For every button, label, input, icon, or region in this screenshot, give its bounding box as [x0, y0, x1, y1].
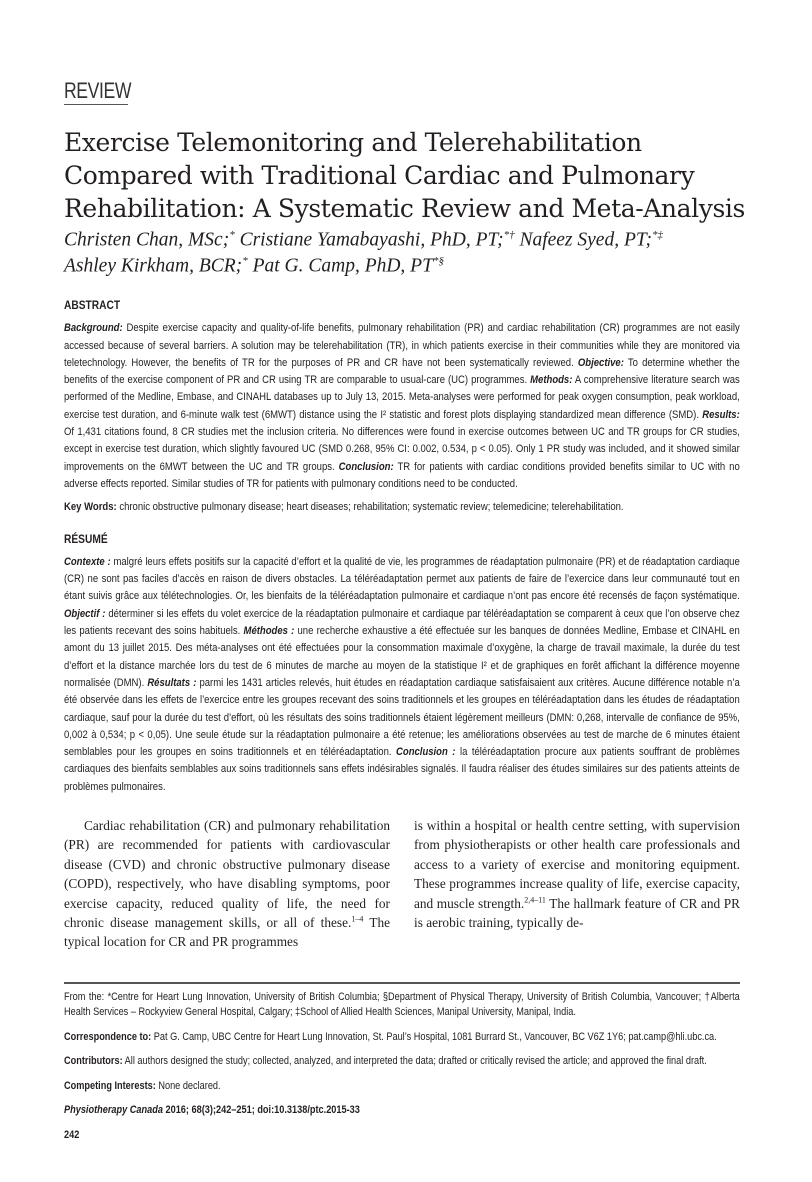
- contributors-text: All authors designed the study; collected, analyzed, and interpreted the data; drafted or critically revised the article; and approved the final draft.: [122, 1055, 707, 1068]
- abstract-body: [64, 320, 740, 493]
- contributors: [64, 1054, 740, 1070]
- keywords: [64, 499, 740, 516]
- abstract-label: Background:: [64, 322, 123, 335]
- body-text: Cardiac rehabilitation (CR) and pulmonary rehabilitation (PR) are recommended for patients with cardiovascular disease (CVD) and chronic obstructive pulmonary disease (COPD), respectively, who have disabling symptoms, poor exercise capacity, reduced quality of life, the need for chronic disease management skills, or all of these.: [64, 818, 390, 931]
- journal-citation: [64, 1103, 740, 1119]
- title-line: Compared with Traditional Cardiac and Pulmonary: [64, 161, 695, 190]
- competing-label: Competing Interests:: [64, 1079, 156, 1092]
- resume-label: Méthodes :: [243, 625, 295, 638]
- page-number-text: 242: [64, 1128, 80, 1141]
- resume-text: la téléréadaptation procure aux patients souffrant de problèmes cardiaques des bienfaits semblables aux soins traditionnels sans effets indésirables signalés. Il faudra réaliser des études similaires sur des patients atteints de problèmes pulmonaires.: [64, 746, 740, 793]
- resume-text: déterminer si les effets du volet exercice de la réadaptation pulmonaire et cardiaque par téléréadaptation se comparent à ceux que l’on observe chez les patients recevant des soins habituels.: [64, 607, 740, 638]
- resume-heading: RÉSUMÉ: [64, 531, 108, 546]
- resume-label: Objectif :: [64, 607, 106, 620]
- title-line: Exercise Telemonitoring and Telerehabilitation: [64, 128, 642, 157]
- resume-body: [64, 554, 740, 796]
- resume-text: malgré leurs effets positifs sur la capacité d’effort et la qualité de vie, les programmes de réadaptation pulmonaire (PR) et de réadaptation cardiaque (CR) ne sont pas faciles d’accès en raison de divers obstacles. La téléréadaptation permet aux patients de faire de l’exercice dans leur communauté tout en étant suivis grâce aux télétechnologies. Or, les bienfaits de la téléréadaptation pulmonaire et cardiaque n’ont pas encore été recensés de façon systématique.: [64, 555, 740, 603]
- correspondence-text: Pat G. Camp, UBC Centre for Heart Lung Innovation, St. Paul’s Hospital, 1081 Burrard St., Vancouver, BC V6Z 1Y6; pat.camp@hli.ubc.ca.: [151, 1030, 717, 1043]
- affiliation-mark: *: [242, 254, 248, 267]
- contributors-label: Contributors:: [64, 1055, 123, 1068]
- citation-ref: 1–4: [351, 914, 364, 924]
- body-text: The typical location for CR and PR programmes: [64, 915, 390, 950]
- body-text: The hallmark feature of CR and PR is aerobic training, typically de-: [414, 895, 740, 931]
- page-number: [64, 1128, 740, 1144]
- abstract-heading: ABSTRACT: [64, 298, 121, 312]
- correspondence-label: Correspondence to:: [64, 1030, 152, 1043]
- affiliations: From the: *Centre for Heart Lung Innovation, University of British Columbia; §Department of Physical Therapy, University of British Columbia, Vancouver; †Alberta Health Services – Rockyview General Hospital, Calgary; ‡School of Allied Health Sciences, Manipal University, Manipal, India.: [64, 990, 740, 1019]
- abstract-text: To determine whether the benefits of the exercise component of PR and CR using TR are comparable to usual-care (UC) programmes.: [64, 356, 740, 387]
- title-line: Rehabilitation: A Systematic Review and Meta-Analysis: [64, 194, 745, 223]
- resume-label: Résultats :: [147, 676, 197, 689]
- citation-ref: 2,4–11: [524, 895, 546, 905]
- abstract-text: A comprehensive literature search was performed of the Medline, Embase, and CINAHL databases up to July 13, 2015. Meta-analyses were performed for peak oxygen consumption, peak workload, exercise test duration, and 6-minute walk test (6MWT) distance using the I² statistic and forest plots displaying standardized mean difference (SMD).: [64, 374, 740, 421]
- footnote-divider: [64, 982, 740, 984]
- abstract-label: Objective:: [577, 356, 624, 369]
- author: Cristiane Yamabayashi, PhD, PT;: [234, 229, 504, 251]
- resume-text: parmi les 1431 articles relevés, huit études en réadaptation cardiaque satisfaisaient aux critères. Aucune différence notable n’a été observée dans les effets de l’exercice entre les groupes recevant des soins traditionnels et les groupes en téléréadaptation dans les études de réadaptation cardiaque, sauf pour la durée du test d’effort, où les résultats des soins traditionnels étaient légèrement meilleurs (DMN: 0,268, intervalle de confiance de 95%, 0,002 à 0,534; p < 0,05). Une seule étude sur la réadaptation pulmonaire a été retenue; les améliorations observées au test de marche de 6 minutes étaient semblables pour les groupes en soins traditionnels et en téléréadaptation.: [64, 676, 740, 759]
- affiliation-mark: *§: [432, 254, 444, 267]
- resume-text: une recherche exhaustive a été effectuée sur les banques de données Medline, Embase et CINAHL en amont du 13 juillet 2015. Des méta-analyses ont été effectuées pour la consommation maximale d’oxygène, la charge de travail maximale, la durée du test d’effort et la distance marchée lors du test de 6 minutes de marche au moyen de la statistique I² et de graphiques en forêt affichant la différence moyenne normalisée (DMN).: [64, 625, 740, 689]
- affiliation-mark: *†: [503, 229, 515, 241]
- keywords-label: Key Words:: [64, 501, 117, 514]
- author: Nafeez Syed, PT;: [514, 229, 652, 251]
- body-columns: [64, 816, 740, 952]
- abstract-text: Despite exercise capacity and quality-of-life benefits, pulmonary rehabilitation (PR) and cardiac rehabilitation (CR) programmes are not easily accessed because of several barriers. A solution may be telerehabilitation (TR), in which patients exercise in their communities while they are monitored via teletechnology. However, the benefits of TR for the purposes of PR and CR have not been systematically reviewed.: [64, 322, 740, 369]
- abstract-label: Methods:: [530, 374, 573, 387]
- journal-name: Physiotherapy Canada: [64, 1104, 163, 1117]
- footnotes: [64, 990, 740, 1144]
- author: Christen Chan, MSc;: [64, 229, 230, 251]
- body-column-left: [64, 816, 390, 952]
- abstract-label: Conclusion:: [338, 460, 394, 473]
- resume-label: Contexte :: [64, 555, 111, 568]
- correspondence: [64, 1030, 740, 1046]
- abstract-label: Results:: [702, 408, 740, 421]
- body-text: is within a hospital or health centre setting, with supervision from physiotherapists or other health care professionals and access to a variety of exercise and monitoring equipment. These programmes increase quality of life, exercise capacity, and muscle strength.: [414, 818, 740, 911]
- section-label: REVIEW: [64, 78, 132, 103]
- abstract-text: TR for patients with cardiac conditions provided benefits similar to UC with no adverse effects reported. Similar studies of TR for patients with pulmonary conditions need to be conducted.: [64, 460, 740, 490]
- author: Ashley Kirkham, BCR;: [64, 255, 243, 276]
- affiliation-mark: *‡: [651, 229, 663, 241]
- author: Pat G. Camp, PhD, PT: [247, 255, 433, 276]
- competing-text: None declared.: [155, 1079, 221, 1092]
- keywords-text: chronic obstructive pulmonary disease; heart diseases; rehabilitation; systematic review; telemedicine; telerehabilitation.: [116, 501, 624, 514]
- article-flow: [64, 0, 740, 1182]
- citation-text: 2016; 68(3);242–251; doi:10.3138/ptc.2015-33: [162, 1104, 360, 1117]
- resume-label: Conclusion :: [396, 746, 456, 759]
- abstract-text: Of 1,431 citations found, 8 CR studies met the inclusion criteria. No differences were found in exercise outcomes between UC and TR groups for CR studies, except in exercise test duration, which slightly favoured UC (SMD 0.268, 95% CI: 0.002, 0.534, p < 0.05). Only 1 PR study was included, and it showed similar improvements on the 6MWT between the UC and TR groups.: [64, 426, 740, 473]
- affiliation-mark: *: [229, 229, 235, 241]
- body-column-right: [414, 816, 740, 952]
